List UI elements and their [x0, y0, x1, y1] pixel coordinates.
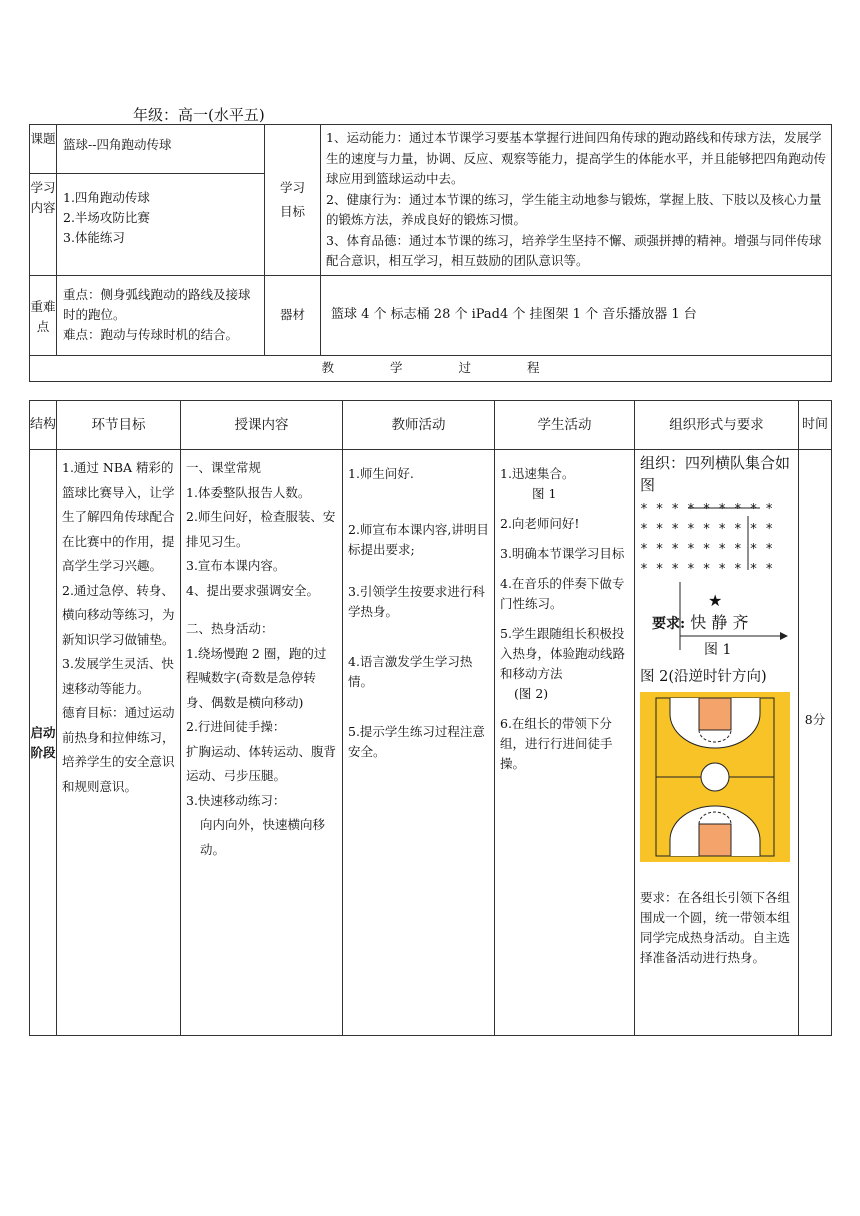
objective-3: 3、体育品德：通过本节课的练习，培养学生坚持不懈、顽强拼搏的精神。增强与同伴传球配合意识，相互学习，相互鼓励的团队意识等。 — [326, 232, 822, 268]
keypoint-difficult: 难点：跑动与传球时机的结合。 — [63, 327, 239, 342]
content-item: 2.半场攻防比赛 — [63, 209, 150, 225]
content-column — [181, 450, 343, 1036]
formation-row: * * * * * * * * * — [640, 502, 774, 517]
goal-item: 3.发展学生灵活、快速移动等能力。 — [62, 656, 174, 696]
process-table — [29, 400, 832, 1036]
student-item: 图 1 — [532, 486, 557, 501]
header-time: 时间 — [799, 401, 832, 450]
content-line: 扩胸运动、体转运动、腹背运动、弓步压腿。 — [186, 743, 337, 783]
student-item: 2.向老师问好! — [500, 516, 580, 531]
teacher-item: 3.引领学生按要求进行科学热身。 — [348, 584, 485, 619]
equipment-value: 篮球 4 个 标志桶 28 个 iPad4 个 挂图架 1 个 音乐播放器 1 台 — [321, 275, 832, 355]
header-goal: 环节目标 — [57, 401, 181, 450]
goal-item: 1.通过 NBA 精彩的篮球比赛导入，让学生了解四角传球配合在比赛中的作用，提高学生学习兴趣。 — [62, 460, 175, 573]
teacher-star-icon: ★ — [708, 591, 723, 610]
fig2-caption: 图 2(沿逆时针方向) — [640, 669, 767, 685]
keypoints-label: 重难点 — [30, 275, 57, 355]
objective-2: 2、健康行为：通过本节课的练习，学生能主动地参与锻炼，掌握上肢、下肢以及核心力量的锻炼方法，养成良好的锻炼习惯。 — [326, 191, 822, 227]
content-line: 向内向外，快速横向移动。 — [200, 817, 326, 857]
process-char: 过 — [458, 360, 472, 375]
content-line: 2.行进间徒手操： — [186, 719, 286, 734]
topic-label: 课题 — [30, 125, 57, 174]
goal-item: 德育目标：通过运动前热身和拉伸练习，培养学生的安全意识和规则意识。 — [62, 705, 175, 794]
process-title — [30, 355, 832, 381]
student-item: 3.明确本节课学习目标 — [500, 546, 625, 561]
goals-label: 学习目标 — [265, 125, 321, 276]
header-student: 学生活动 — [495, 401, 635, 450]
student-item: 5.学生跟随组长积极投入热身，体验跑动线路和移动方法 — [500, 626, 626, 681]
topic-value: 篮球--四角跑动传球 — [57, 125, 265, 174]
process-char: 程 — [527, 360, 540, 375]
keypoints-cell — [57, 275, 265, 355]
formation-row: * * * * * * * * * — [640, 522, 774, 537]
formation-row: * * * * * * * * * — [640, 542, 774, 557]
content-label: 学习内容 — [30, 173, 57, 275]
formation-row: * * * * * * * * * — [640, 562, 774, 577]
content-item: 3.体能练习 — [63, 229, 125, 245]
content-items — [57, 173, 265, 275]
teacher-item: 4.语言激发学生学习热情。 — [348, 654, 473, 689]
equipment-label: 器材 — [265, 275, 321, 355]
content-line: 2.师生问好，检查服装、安排见习生。 — [186, 509, 336, 549]
student-item: 1.迅速集合。 — [500, 466, 575, 481]
student-item: (图 2) — [514, 686, 549, 701]
student-item: 4.在音乐的伴奏下做专门性练习。 — [500, 576, 625, 611]
content-line: 3.宣布本课内容。 — [186, 558, 286, 573]
teacher-position — [640, 580, 793, 666]
content-line: 1.体委整队报告人数。 — [186, 484, 311, 500]
formation-diagram — [640, 500, 793, 580]
basketball-court-diagram — [640, 692, 790, 862]
content-line: 二、热身活动： — [186, 621, 274, 636]
header-content: 授课内容 — [181, 401, 343, 450]
lesson-info-table — [29, 124, 832, 382]
teacher-item: 5.提示学生练习过程注意安全。 — [348, 724, 485, 759]
student-item: 6.在组长的带领下分组，进行行进间徒手操。 — [500, 716, 613, 771]
org-column — [635, 450, 799, 1036]
teacher-item: 1.师生问好. — [348, 466, 414, 481]
content-line: 4、提出要求强调安全。 — [186, 582, 319, 598]
teacher-column — [343, 450, 495, 1036]
fig1-caption: 图 1 — [704, 642, 732, 658]
org-title: 组织：四列横队集合如图 — [640, 454, 791, 494]
req-text: 快 静 齐 — [690, 613, 749, 632]
keypoint-main: 重点：侧身弧线跑动的路线及接球时的跑位。 — [63, 287, 251, 322]
phase-label: 启动阶段 — [30, 450, 57, 1036]
header-teacher: 教师活动 — [343, 401, 495, 450]
student-column — [495, 450, 635, 1036]
process-char: 学 — [389, 360, 403, 375]
content-line: 一、课堂常规 — [186, 460, 262, 475]
org-requirement: 要求：在各组长引领下各组围成一个圆，统一带领本组同学完成热身活动。自主选择准备活动进行热身。 — [640, 890, 791, 965]
process-char: 教 — [321, 360, 334, 375]
grade-label: 年级：高一(水平五) — [133, 106, 265, 124]
objectives-cell — [321, 125, 832, 276]
content-line: 3.快速移动练习： — [186, 792, 286, 808]
header-org: 组织形式与要求 — [635, 401, 799, 450]
goal-column — [57, 450, 181, 1036]
header-structure: 结构 — [30, 401, 57, 450]
goal-item: 2.通过急停、转身、横向移动等练习，为新知识学习做铺垫。 — [62, 582, 175, 647]
req-label: 要求: — [652, 616, 686, 632]
content-item: 1.四角跑动传球 — [63, 189, 150, 205]
formation-arrows — [640, 500, 790, 590]
teacher-item: 2.师宣布本课内容,讲明目标提出要求; — [348, 522, 489, 557]
objective-1: 1、运动能力：通过本节课学习要基本掌握行进间四角传球的跑动路线和传球方法，发展学生的速度与力量，协调、反应、观察等能力，提高学生的体能水平，并且能够把四角跑动传球应用到篮球运动中去。 — [326, 130, 827, 186]
time-value: 8分 — [799, 450, 832, 1036]
content-line: 1.绕场慢跑 2 圈，跑的过程喊数字(奇数是急停转身、偶数是横向移动) — [186, 645, 327, 710]
org-requirement-short — [652, 612, 748, 635]
